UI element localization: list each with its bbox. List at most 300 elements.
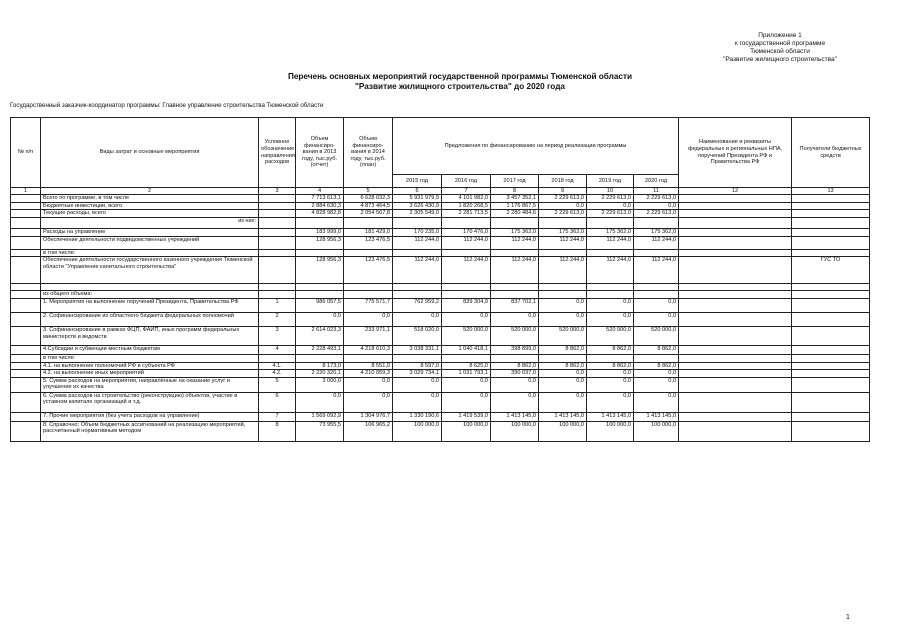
row-recipient-cell (792, 345, 870, 354)
row-value-cell (393, 284, 442, 291)
row-value-cell: 0,0 (393, 392, 442, 412)
row-value-cell (634, 291, 679, 299)
column-number-cell: 12 (679, 188, 792, 195)
row-npa-cell (679, 228, 792, 236)
state-customer-line: Государственный заказчик-координатор программы: Главное управление строительства Тюменской области (10, 102, 324, 109)
row-value-cell (296, 354, 344, 362)
row-name-cell: из общего объема: (41, 291, 259, 299)
column-number-cell: 3 (259, 188, 296, 195)
row-value-cell: 5 931 979,9 (393, 195, 442, 203)
row-value-cell: 3 029 734,1 (393, 370, 442, 378)
row-value-cell: 181 429,0 (344, 228, 393, 236)
header-year: 2016 год (442, 175, 491, 188)
row-value-cell: 128 956,3 (296, 257, 344, 284)
row-value-cell: 0,0 (296, 312, 344, 326)
title-line-1: Перечень основных мероприятий государственной программы Тюменской области (287, 72, 633, 81)
row-value-cell: 8 862,0 (634, 362, 679, 370)
row-value-cell: 2 229 613,0 (587, 210, 634, 218)
row-value-cell: 1 040 418,1 (442, 345, 491, 354)
row-value-cell: 100 000,0 (491, 421, 539, 441)
appendix-line-1: Приложение 1 (758, 32, 802, 39)
row-npa-cell (679, 377, 792, 392)
row-value-cell: 1 569 092,9 (296, 412, 344, 421)
row-value-cell: 112 244,0 (539, 236, 587, 249)
row-code-cell (259, 249, 296, 257)
row-number-cell (11, 412, 41, 421)
row-value-cell: 2 280 484,6 (491, 210, 539, 218)
row-number-cell (11, 236, 41, 249)
table-row (11, 312, 870, 326)
row-value-cell (587, 217, 634, 228)
row-value-cell: 100 000,0 (634, 421, 679, 441)
table-row (11, 217, 870, 228)
row-value-cell: 112 244,0 (393, 236, 442, 249)
header-year: 2018 год (539, 175, 587, 188)
row-value-cell: 390 037,0 (491, 370, 539, 378)
appendix-note (700, 32, 860, 64)
row-recipient-cell (792, 377, 870, 392)
row-npa-cell (679, 291, 792, 299)
row-value-cell: 0,0 (587, 370, 634, 378)
table-row (11, 298, 870, 312)
row-number-cell (11, 228, 41, 236)
row-code-cell: 8 (259, 421, 296, 441)
header-proposals: Предложения по финансированию на период реализации программы (393, 118, 679, 175)
table-row (11, 354, 870, 362)
row-value-cell: 0,0 (491, 312, 539, 326)
row-value-cell (587, 291, 634, 299)
row-value-cell: 1 413 145,0 (539, 412, 587, 421)
column-number-cell: 4 (296, 188, 344, 195)
row-value-cell: 175 362,0 (539, 228, 587, 236)
row-value-cell: 100 000,0 (393, 421, 442, 441)
row-value-cell: 8 625,0 (442, 362, 491, 370)
row-value-cell: 123 476,5 (344, 257, 393, 284)
row-recipient-cell (792, 202, 870, 210)
row-value-cell (587, 249, 634, 257)
row-value-cell: 837 702,1 (491, 298, 539, 312)
row-recipient-cell (792, 362, 870, 370)
header-num: № п/п (11, 118, 41, 188)
row-value-cell (344, 284, 393, 291)
row-value-cell: 2 220 320,1 (296, 370, 344, 378)
row-value-cell: 128 956,3 (296, 236, 344, 249)
row-name-cell: Расходы на управление (41, 228, 259, 236)
row-value-cell: 112 244,0 (634, 257, 679, 284)
row-value-cell (634, 284, 679, 291)
column-number-cell: 5 (344, 188, 393, 195)
row-number-cell (11, 362, 41, 370)
row-name-cell (41, 284, 259, 291)
row-npa-cell (679, 284, 792, 291)
row-value-cell (491, 291, 539, 299)
measures-table (10, 117, 870, 442)
row-value-cell: 1 304 976,7 (344, 412, 393, 421)
row-value-cell: 175 362,0 (634, 228, 679, 236)
column-number-row (11, 188, 870, 195)
row-value-cell (442, 291, 491, 299)
table-row (11, 257, 870, 284)
row-npa-cell (679, 257, 792, 284)
row-recipient-cell (792, 326, 870, 345)
row-name-cell: 2. Софинансирование из областного бюджета федеральных полномочий (41, 312, 259, 326)
row-value-cell: 4 210 059,3 (344, 370, 393, 378)
row-value-cell: 112 244,0 (587, 257, 634, 284)
row-value-cell: 2 229 613,0 (634, 210, 679, 218)
row-recipient-cell: ГУС ТО (792, 257, 870, 284)
row-value-cell: 1 031 793,1 (442, 370, 491, 378)
row-value-cell: 8 862,0 (587, 345, 634, 354)
row-recipient-cell (792, 195, 870, 203)
row-value-cell (296, 284, 344, 291)
row-value-cell (296, 291, 344, 299)
row-value-cell: 3 038 331,1 (393, 345, 442, 354)
row-value-cell: 73 955,5 (296, 421, 344, 441)
row-value-cell: 106 965,2 (344, 421, 393, 441)
column-number-cell: 10 (587, 188, 634, 195)
row-value-cell (539, 291, 587, 299)
row-value-cell (393, 249, 442, 257)
row-npa-cell (679, 345, 792, 354)
row-value-cell (393, 217, 442, 228)
row-value-cell (491, 354, 539, 362)
table-row (11, 249, 870, 257)
table-row (11, 362, 870, 370)
row-value-cell (442, 284, 491, 291)
row-npa-cell (679, 249, 792, 257)
row-npa-cell (679, 354, 792, 362)
row-name-cell: Бюджетные инвестиции, всего (41, 202, 259, 210)
row-npa-cell (679, 202, 792, 210)
row-value-cell: 112 244,0 (587, 236, 634, 249)
row-npa-cell (679, 412, 792, 421)
row-value-cell: 4 101 982,0 (442, 195, 491, 203)
row-value-cell (587, 284, 634, 291)
table-row (11, 291, 870, 299)
row-value-cell (296, 249, 344, 257)
row-number-cell (11, 370, 41, 378)
row-value-cell (539, 217, 587, 228)
row-value-cell: 0,0 (587, 298, 634, 312)
column-number-cell: 7 (442, 188, 491, 195)
row-value-cell: 2 305 549,0 (393, 210, 442, 218)
row-value-cell: 520 000,0 (587, 326, 634, 345)
row-recipient-cell (792, 210, 870, 218)
row-value-cell: 0,0 (539, 202, 587, 210)
row-code-cell: 2 (259, 312, 296, 326)
row-value-cell: 2 614 023,3 (296, 326, 344, 345)
row-code-cell (259, 210, 296, 218)
table-row (11, 421, 870, 441)
row-number-cell (11, 291, 41, 299)
row-code-cell (259, 291, 296, 299)
row-number-cell (11, 354, 41, 362)
header-vol-2014: Объем финансиро-вания в 2014 году, тыс.руб. (план) (344, 118, 393, 188)
row-name-cell: Текущие расходы, всего (41, 210, 259, 218)
row-number-cell (11, 249, 41, 257)
row-value-cell: 0,0 (296, 392, 344, 412)
row-value-cell: 0,0 (344, 312, 393, 326)
row-value-cell: 2 884 630,3 (296, 202, 344, 210)
row-value-cell (539, 354, 587, 362)
row-name-cell: 1. Мероприятия на выполнение поручений Президента, Правительства РФ (41, 298, 259, 312)
row-value-cell: 1 176 867,5 (491, 202, 539, 210)
row-recipient-cell (792, 412, 870, 421)
row-value-cell: 8 597,0 (393, 362, 442, 370)
row-value-cell: 8 862,0 (539, 362, 587, 370)
table-row (11, 228, 870, 236)
row-name-cell: 8. Справочно: Объем бюджетных ассигнований на реализацию мероприятий, рассчитанный нормативным методом (41, 421, 259, 441)
row-value-cell: 520 000,0 (491, 326, 539, 345)
column-number-cell: 2 (41, 188, 259, 195)
row-npa-cell (679, 392, 792, 412)
row-code-cell (259, 202, 296, 210)
row-recipient-cell (792, 354, 870, 362)
row-number-cell (11, 312, 41, 326)
row-npa-cell (679, 210, 792, 218)
header-year: 2019 год (587, 175, 634, 188)
row-value-cell: 1 413 145,0 (634, 412, 679, 421)
row-value-cell (344, 354, 393, 362)
row-value-cell: 112 244,0 (634, 236, 679, 249)
row-number-cell (11, 217, 41, 228)
row-code-cell: 7 (259, 412, 296, 421)
row-value-cell: 4 873 464,5 (344, 202, 393, 210)
row-name-cell: 4.2. на выполнение иных мероприятий (41, 370, 259, 378)
row-value-cell: 170 476,0 (442, 228, 491, 236)
table-row (11, 412, 870, 421)
row-value-cell: 0,0 (442, 312, 491, 326)
row-value-cell (442, 354, 491, 362)
row-recipient-cell (792, 249, 870, 257)
row-npa-cell (679, 195, 792, 203)
row-recipient-cell (792, 228, 870, 236)
row-value-cell: 0,0 (442, 392, 491, 412)
row-value-cell (634, 249, 679, 257)
row-value-cell: 0,0 (634, 202, 679, 210)
row-value-cell (344, 249, 393, 257)
row-code-cell (259, 217, 296, 228)
row-value-cell: 6 628 032,3 (344, 195, 393, 203)
appendix-line-3: Тюменской области (750, 48, 810, 55)
header-year: 2015 год (393, 175, 442, 188)
row-value-cell: 100 000,0 (539, 421, 587, 441)
row-code-cell (259, 236, 296, 249)
row-code-cell (259, 228, 296, 236)
row-value-cell: 100 000,0 (442, 421, 491, 441)
row-value-cell: 0,0 (491, 392, 539, 412)
row-value-cell: 2 228 493,1 (296, 345, 344, 354)
row-value-cell: 8 551,0 (344, 362, 393, 370)
row-value-cell: 0,0 (539, 377, 587, 392)
row-value-cell: 0,0 (539, 312, 587, 326)
row-value-cell: 7 713 613,1 (296, 195, 344, 203)
table-row (11, 392, 870, 412)
appendix-line-2: к государственной программе (734, 40, 826, 47)
row-recipient-cell (792, 421, 870, 441)
header-types: Виды затрат и основные мероприятия (41, 118, 259, 188)
row-value-cell (634, 217, 679, 228)
row-npa-cell (679, 312, 792, 326)
row-code-cell: 3 (259, 326, 296, 345)
row-value-cell: 0,0 (344, 377, 393, 392)
row-value-cell: 518 020,0 (393, 326, 442, 345)
document-title (200, 72, 720, 92)
row-number-cell (11, 210, 41, 218)
row-value-cell: 3 626 430,9 (393, 202, 442, 210)
row-value-cell: 839 304,9 (442, 298, 491, 312)
row-value-cell: 1 413 145,0 (491, 412, 539, 421)
row-value-cell: 2 281 713,5 (442, 210, 491, 218)
row-name-cell: из них: (41, 217, 259, 228)
table-row (11, 284, 870, 291)
row-value-cell: 8 862,0 (634, 345, 679, 354)
header-year: 2017 год (491, 175, 539, 188)
row-code-cell: 5 (259, 377, 296, 392)
row-value-cell: 520 000,0 (539, 326, 587, 345)
row-code-cell (259, 195, 296, 203)
row-value-cell: 1 330 190,6 (393, 412, 442, 421)
row-value-cell: 175 362,0 (491, 228, 539, 236)
row-value-cell: 1 413 145,0 (587, 412, 634, 421)
row-value-cell: 0,0 (587, 312, 634, 326)
title-line-2: "Развитие жилищного строительства" до 2020 года (355, 82, 565, 91)
row-name-cell: в том числе: (41, 249, 259, 257)
row-value-cell: 3 457 352,1 (491, 195, 539, 203)
row-value-cell: 112 244,0 (442, 257, 491, 284)
row-value-cell (296, 217, 344, 228)
row-name-cell: 3. Софинансирование в рамках ФЦП, ФАИП, иных программ федеральных министерств и ведомств (41, 326, 259, 345)
row-name-cell: Обеспечение деятельности подведомственных учреждений (41, 236, 259, 249)
header-npa: Наименование и реквизиты федеральных и региональных НПА, поручений Президента РФ и Правительства РФ (679, 118, 792, 188)
table-body (11, 188, 870, 442)
row-value-cell: 520 000,0 (442, 326, 491, 345)
row-name-cell: 4.Субсидии и субвенции местным бюджетам (41, 345, 259, 354)
table-row (11, 195, 870, 203)
row-code-cell: 1 (259, 298, 296, 312)
row-value-cell: 2 229 613,0 (634, 195, 679, 203)
row-npa-cell (679, 217, 792, 228)
row-value-cell: 0,0 (587, 202, 634, 210)
table-row (11, 236, 870, 249)
row-code-cell (259, 284, 296, 291)
column-number-cell: 11 (634, 188, 679, 195)
row-value-cell: 4 218 610,3 (344, 345, 393, 354)
table-row (11, 345, 870, 354)
row-name-cell: 6. Сумма расходов на строительство (реконструкцию) объектов, участие в уставном капитале организаций и т.д. (41, 392, 259, 412)
header-code: Условное обозначение направления расходов (259, 118, 296, 188)
row-value-cell: 0,0 (634, 312, 679, 326)
row-value-cell: 0,0 (539, 298, 587, 312)
row-value-cell: 986 057,5 (296, 298, 344, 312)
row-value-cell: 3 000,0 (296, 377, 344, 392)
row-value-cell: 0,0 (539, 370, 587, 378)
row-value-cell: 112 244,0 (491, 236, 539, 249)
row-value-cell: 8 862,0 (539, 345, 587, 354)
row-value-cell (491, 284, 539, 291)
row-value-cell: 0,0 (442, 377, 491, 392)
row-value-cell: 175 362,0 (587, 228, 634, 236)
row-number-cell (11, 392, 41, 412)
row-code-cell: 6 (259, 392, 296, 412)
column-number-cell: 8 (491, 188, 539, 195)
row-value-cell (442, 217, 491, 228)
row-value-cell: 112 244,0 (442, 236, 491, 249)
row-value-cell: 112 244,0 (539, 257, 587, 284)
row-number-cell (11, 257, 41, 284)
row-value-cell: 123 476,5 (344, 236, 393, 249)
row-value-cell (634, 354, 679, 362)
row-value-cell: 0,0 (393, 312, 442, 326)
row-code-cell (259, 354, 296, 362)
row-value-cell (442, 249, 491, 257)
row-value-cell (491, 217, 539, 228)
row-value-cell (539, 249, 587, 257)
row-npa-cell (679, 362, 792, 370)
row-value-cell: 0,0 (344, 392, 393, 412)
row-value-cell: 2 229 613,0 (539, 195, 587, 203)
row-value-cell: 8 862,0 (491, 362, 539, 370)
row-value-cell: 112 244,0 (393, 257, 442, 284)
row-value-cell (587, 354, 634, 362)
row-value-cell: 112 244,0 (491, 257, 539, 284)
column-number-cell: 1 (11, 188, 41, 195)
row-recipient-cell (792, 291, 870, 299)
appendix-line-4: "Развитие жилищного строительства" (723, 56, 837, 63)
row-name-cell: Всего по программе, в том числе (41, 195, 259, 203)
row-value-cell: 520 000,0 (634, 326, 679, 345)
row-number-cell (11, 377, 41, 392)
row-value-cell (393, 291, 442, 299)
row-npa-cell (679, 236, 792, 249)
row-recipient-cell (792, 236, 870, 249)
row-value-cell: 0,0 (634, 370, 679, 378)
header-year: 2020 год (634, 175, 679, 188)
row-value-cell: 170 235,0 (393, 228, 442, 236)
page-number: 1 (846, 614, 850, 621)
row-name-cell: в том числе: (41, 354, 259, 362)
row-value-cell: 8 862,0 (587, 362, 634, 370)
row-code-cell: 4.1. (259, 362, 296, 370)
row-value-cell: 0,0 (634, 392, 679, 412)
row-value-cell: 0,0 (634, 377, 679, 392)
row-value-cell: 0,0 (587, 392, 634, 412)
header-vol-2013: Объем финансиро-вания в 2013 году, тыс.руб. (отчет) (296, 118, 344, 188)
row-value-cell: 775 571,7 (344, 298, 393, 312)
table-row (11, 370, 870, 378)
row-number-cell (11, 326, 41, 345)
row-code-cell: 4.2. (259, 370, 296, 378)
row-name-cell: 4.1. на выполнение полномочий РФ и субъекта РФ (41, 362, 259, 370)
row-npa-cell (679, 421, 792, 441)
row-number-cell (11, 202, 41, 210)
row-value-cell: 762 959,2 (393, 298, 442, 312)
row-value-cell: 4 828 982,8 (296, 210, 344, 218)
column-number-cell: 13 (792, 188, 870, 195)
row-recipient-cell (792, 370, 870, 378)
row-value-cell: 2 229 613,0 (539, 210, 587, 218)
row-value-cell (491, 249, 539, 257)
column-number-cell: 9 (539, 188, 587, 195)
row-recipient-cell (792, 312, 870, 326)
row-value-cell (539, 284, 587, 291)
row-name-cell: 7. Прочие мероприятия (без учета расходов на управление) (41, 412, 259, 421)
row-value-cell: 8 173,0 (296, 362, 344, 370)
row-value-cell: 1 820 268,5 (442, 202, 491, 210)
row-recipient-cell (792, 298, 870, 312)
row-value-cell: 0,0 (491, 377, 539, 392)
table-row (11, 210, 870, 218)
